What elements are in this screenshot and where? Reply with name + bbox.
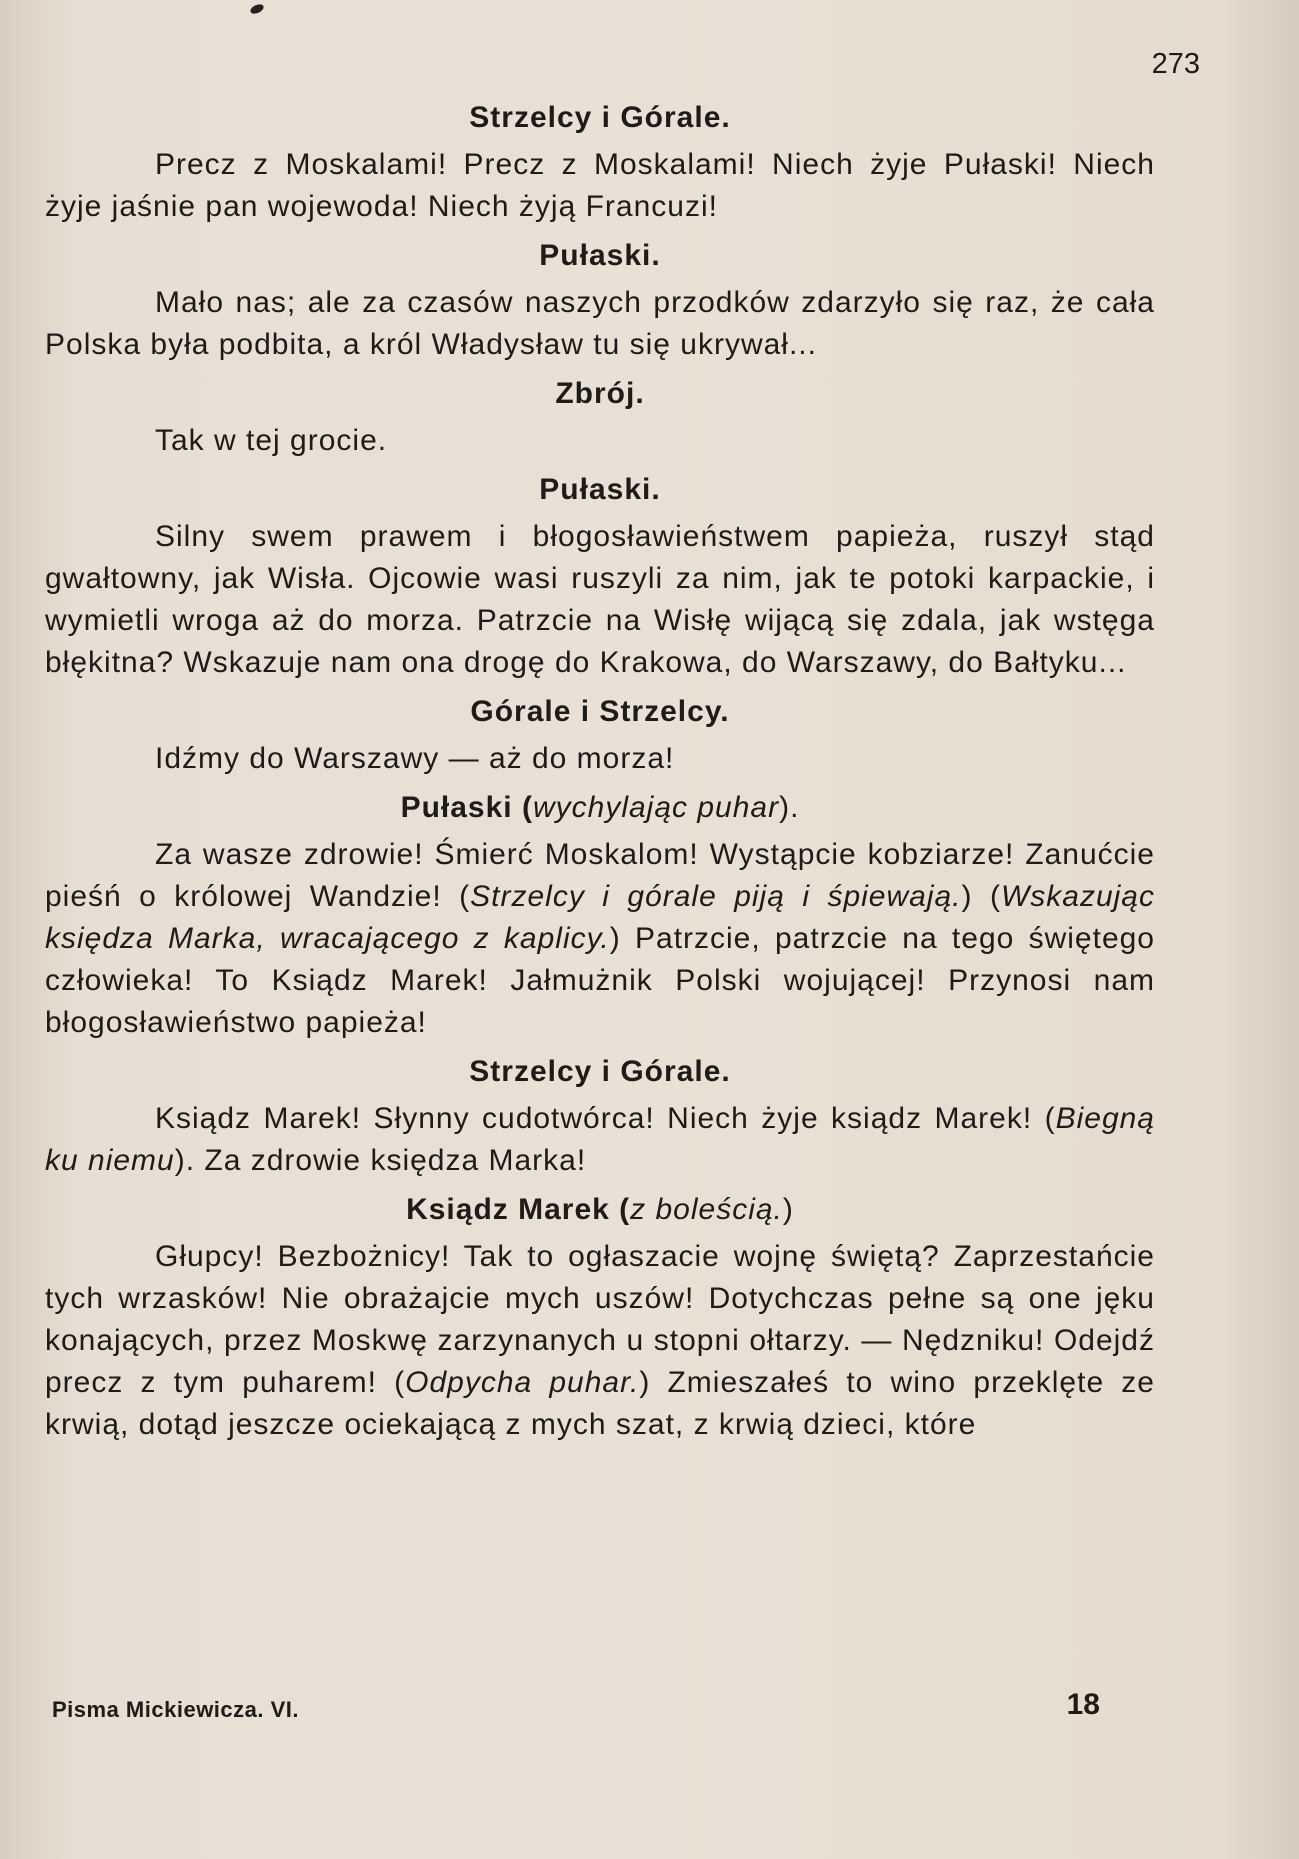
dialogue-paragraph: Mało nas; ale za czasów naszych przodków zdarzyło się raz, że cała Polska była podbita, a król Władysław tu się ukrywał...	[45, 286, 1155, 361]
dialogue-paragraph: Tak w tej grocie.	[155, 424, 388, 457]
speaker-name: Strzelcy i Górale.	[469, 1055, 731, 1088]
speaker-name: Strzelcy i Górale.	[469, 101, 731, 134]
ink-spot	[249, 2, 265, 15]
footer-signature: 18	[1066, 1688, 1100, 1721]
speaker-name: Górale i Strzelcy.	[470, 695, 730, 728]
speaker-heading: Ksiądz Marek (z boleścią.)	[406, 1193, 794, 1226]
stage-direction-close: ).	[779, 791, 800, 824]
stage-direction: z boleścią.	[630, 1193, 783, 1226]
footer-title: Pisma Mickiewicza. VI.	[52, 1697, 300, 1722]
speaker-heading	[45, 368, 1155, 420]
stage-direction: Biegną ku niemu	[45, 1102, 1155, 1177]
page-text	[45, 92, 1155, 1446]
speaker-name: Ksiądz Marek	[406, 1193, 610, 1226]
speaker-name: Pułaski.	[539, 473, 661, 506]
speaker-heading	[45, 1046, 1155, 1098]
dialogue-text: Ksiądz Marek! Słynny cudotwórca! Niech żyje ksiądz Marek! (	[155, 1102, 1056, 1135]
dialogue-paragraph	[45, 834, 1155, 1044]
dialogue-text: ) Patrzcie, patrzcie na tego świętego człowieka! To Ksiądz Marek! Jałmużnik Polski wojującej! Przynosi nam błogosławieństwo papieża!	[45, 922, 1155, 1039]
dialogue-paragraph: Idźmy do Warszawy — aż do morza!	[155, 742, 675, 775]
stage-direction: Wskazując księdza Marka, wracającego z kaplicy.	[45, 880, 1155, 955]
speaker-name: Pułaski.	[539, 239, 661, 272]
dialogue-paragraph: Silny swem prawem i błogosławieństwem papieża, ruszył stąd gwałtowny, jak Wisła. Ojcowie wasi ruszyli za nim, jak te potoki karpackie, i wymietli wroga aż do morza. Patrzcie na Wisłę wijącą się zdala, jak wstęga błękitna? Wskazuje nam ona drogę do Krakowa, do Warszawy, do Bałtyku...	[45, 520, 1155, 679]
dialogue-text: ) Zmieszałeś to wino przeklęte ze krwią, dotąd jeszcze ociekającą z mych szat, z krwią dzieci, które	[45, 1366, 1155, 1441]
speaker-heading	[45, 92, 1155, 144]
dialogue-paragraph: Precz z Moskalami! Precz z Moskalami! Niech żyje Pułaski! Niech żyje jaśnie pan wojewoda! Niech żyją Francuzi!	[45, 148, 1155, 223]
dialogue-text: ). Za zdrowie księdza Marka!	[174, 1144, 587, 1177]
dialogue-text: Głupcy! Bezbożnicy! Tak to ogłaszacie wojnę świętą? Zaprzestańcie tych wrzasków! Nie obrażajcie mych uszów! Dotychczas pełne są one jęku konających, przez Moskwę zarzynanych u stopni ołtarzy. — Nędzniku! Odejdź precz z tym puharem! (	[45, 1240, 1155, 1399]
dialogue-paragraph	[45, 1236, 1155, 1446]
speaker-name: Pułaski	[400, 791, 513, 824]
stage-direction: wychylając puhar	[532, 791, 780, 824]
speaker-heading	[45, 230, 1155, 282]
stage-direction: Strzelcy i górale piją i śpiewają.	[470, 880, 962, 913]
dialogue-paragraph	[45, 1098, 1155, 1182]
stage-direction: Odpycha puhar.	[405, 1366, 640, 1399]
speaker-heading	[45, 686, 1155, 738]
dialogue-text: Za wasze zdrowie! Śmierć Moskalom! Wystąpcie kobziarze! Zanućcie pieśń o królowej Wandzie! (	[45, 838, 1155, 913]
dialogue-text: ) (	[961, 880, 1001, 913]
speaker-heading	[45, 464, 1155, 516]
page-number: 273	[1151, 48, 1200, 80]
stage-direction-close: )	[782, 1193, 794, 1226]
speaker-heading: Pułaski (wychylając puhar).	[400, 791, 800, 824]
speaker-name: Zbrój.	[555, 377, 645, 410]
